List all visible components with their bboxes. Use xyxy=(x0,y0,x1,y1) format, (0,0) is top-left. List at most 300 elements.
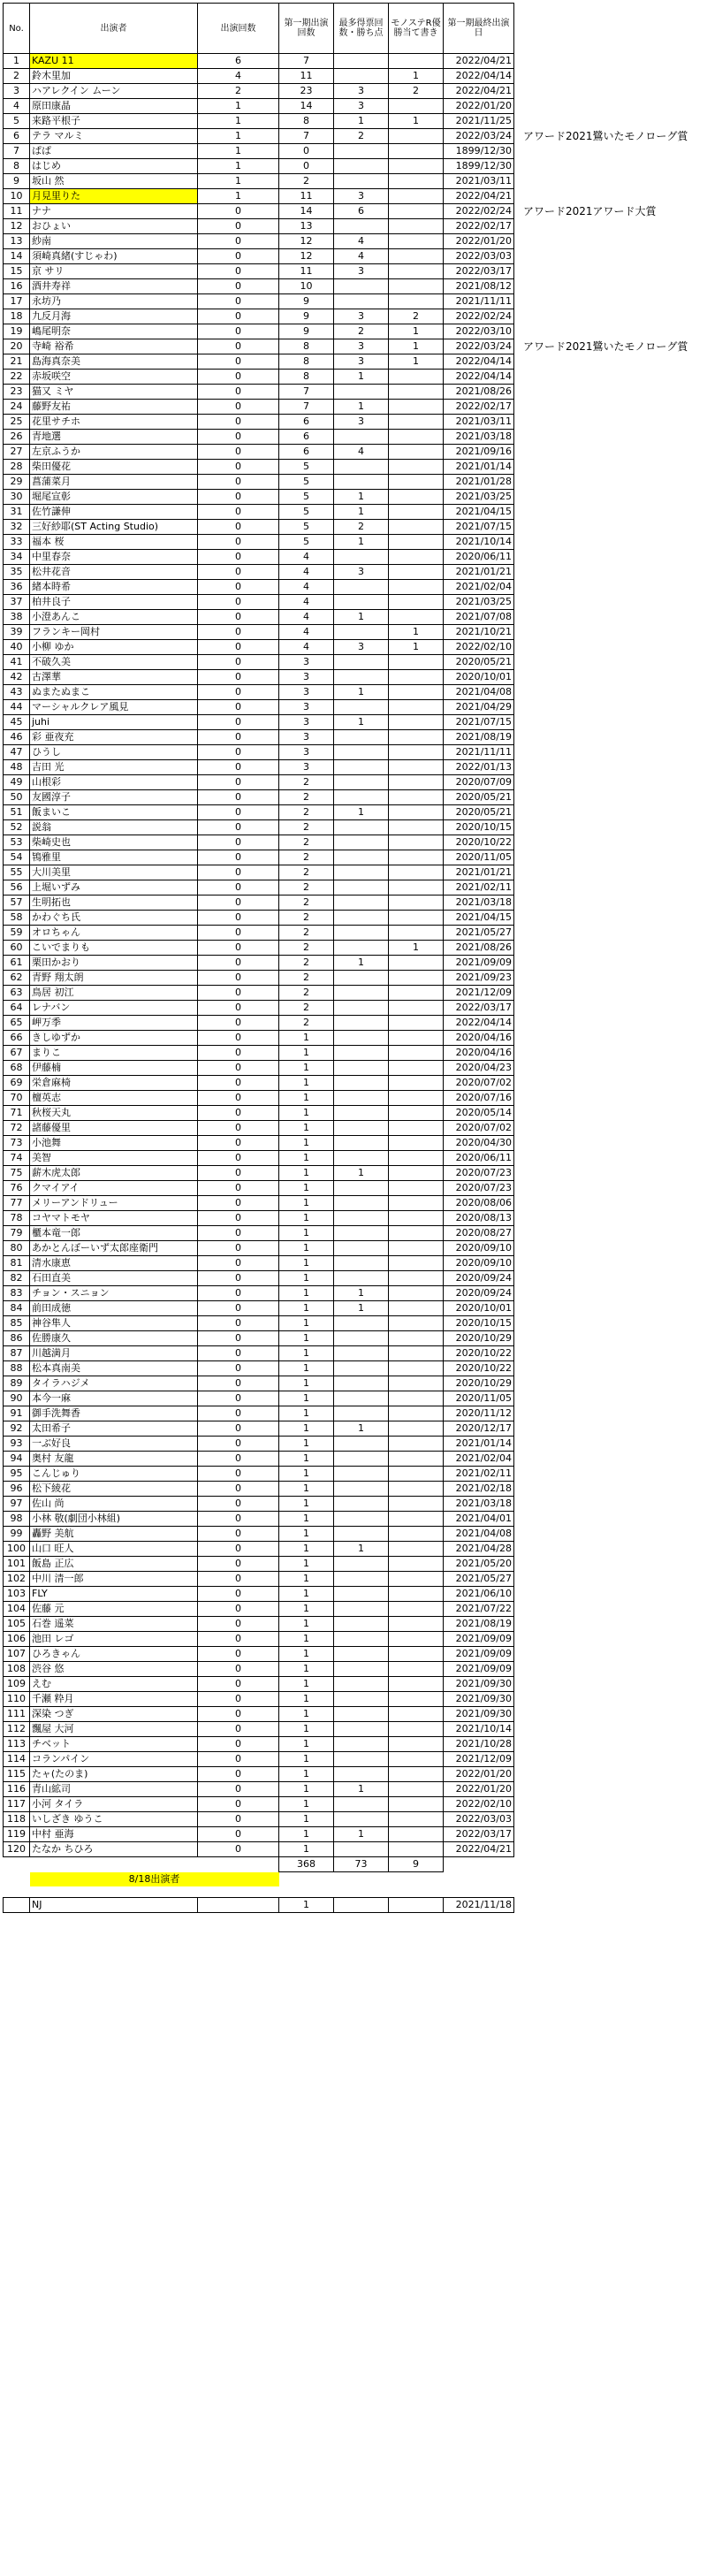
cell-wins: 4 xyxy=(334,249,389,264)
table-row xyxy=(4,309,514,324)
cell-no: 33 xyxy=(4,535,30,550)
cell-wins xyxy=(334,1602,389,1617)
cell-count: 0 xyxy=(198,1722,279,1737)
cell-count: 0 xyxy=(198,926,279,941)
cell-first-count: 7 xyxy=(279,400,334,415)
cell-first-count: 7 xyxy=(279,129,334,144)
cell-no: 30 xyxy=(4,490,30,505)
cell-count: 0 xyxy=(198,1016,279,1031)
cell-count: 0 xyxy=(198,219,279,234)
cell-wins xyxy=(334,1076,389,1091)
cell-no: 19 xyxy=(4,324,30,339)
cell-mons xyxy=(389,971,444,986)
cell-mons xyxy=(389,850,444,865)
cell-no: 100 xyxy=(4,1542,30,1557)
table-row xyxy=(4,1271,514,1286)
cell-no: 71 xyxy=(4,1106,30,1121)
cell-name: 神谷隼人 xyxy=(30,1316,198,1331)
cell-first-count: 1 xyxy=(279,1557,334,1572)
cell-wins xyxy=(334,1527,389,1542)
cell-last-date: 2021/10/21 xyxy=(444,625,514,640)
cell-mons xyxy=(389,790,444,805)
cell-count: 0 xyxy=(198,520,279,535)
cell-last-date: 2021/01/28 xyxy=(444,475,514,490)
cell-last-date: 2020/06/11 xyxy=(444,1151,514,1166)
cell-no: 97 xyxy=(4,1497,30,1512)
table-row xyxy=(4,1136,514,1151)
table-row xyxy=(4,1497,514,1512)
cell-no: 95 xyxy=(4,1467,30,1482)
cell-count: 0 xyxy=(198,1572,279,1587)
cell-first-count: 1 xyxy=(279,1151,334,1166)
cell-mons xyxy=(389,1406,444,1421)
cell-mons xyxy=(389,99,444,114)
cell-first-count: 1 xyxy=(279,1286,334,1301)
cell-mons xyxy=(389,1692,444,1707)
cell-wins xyxy=(334,1346,389,1361)
cell-name: 飯島 正広 xyxy=(30,1557,198,1572)
cell-count: 0 xyxy=(198,445,279,460)
cell-count: 0 xyxy=(198,354,279,370)
cell-name: 前田成徳 xyxy=(30,1301,198,1316)
cell-no: 80 xyxy=(4,1241,30,1256)
cell-wins: 1 xyxy=(334,505,389,520)
cell-first-count: 1 xyxy=(279,1527,334,1542)
cell-first-count: 1 xyxy=(279,1331,334,1346)
cell-wins xyxy=(334,1557,389,1572)
cell-no: 53 xyxy=(4,835,30,850)
cell-count: 0 xyxy=(198,1677,279,1692)
cell-last-date: 2020/11/05 xyxy=(444,1391,514,1406)
cell-count: 0 xyxy=(198,1827,279,1842)
table-row xyxy=(4,430,514,445)
cell-wins xyxy=(334,595,389,610)
cell-first-count: 5 xyxy=(279,520,334,535)
cell-last-date: 2022/01/13 xyxy=(444,760,514,775)
cell-no: 102 xyxy=(4,1572,30,1587)
cell-first-count: 1 xyxy=(279,1842,334,1857)
cell-count: 0 xyxy=(198,370,279,385)
cell-name: 吉田 光 xyxy=(30,760,198,775)
cell-last-date: 2021/07/22 xyxy=(444,1602,514,1617)
cell-first-count: 2 xyxy=(279,956,334,971)
cell-last-date: 2020/10/01 xyxy=(444,670,514,685)
cell-name: 永坊乃 xyxy=(30,294,198,309)
cell-mons xyxy=(389,715,444,730)
cell-no: 50 xyxy=(4,790,30,805)
cell-count: 0 xyxy=(198,309,279,324)
cell-mons xyxy=(389,1707,444,1722)
cell-wins xyxy=(334,1241,389,1256)
cell-wins xyxy=(334,745,389,760)
cell-no: 37 xyxy=(4,595,30,610)
cell-no: 25 xyxy=(4,415,30,430)
cell-wins xyxy=(334,580,389,595)
cell-name: 池田 レゴ xyxy=(30,1632,198,1647)
cell-last-date: 2021/04/01 xyxy=(444,1512,514,1527)
cell-last-date: 2022/02/24 xyxy=(444,309,514,324)
cell-name: 花里サチホ xyxy=(30,415,198,430)
cell-last-date: 2021/01/21 xyxy=(444,565,514,580)
table-row xyxy=(4,1782,514,1797)
cell-count: 0 xyxy=(198,1602,279,1617)
cell-count: 0 xyxy=(198,1406,279,1421)
cell-last-date: 2021/07/08 xyxy=(444,610,514,625)
cell-last-date: 2021/08/26 xyxy=(444,941,514,956)
cell-no: 110 xyxy=(4,1692,30,1707)
cell-no: 70 xyxy=(4,1091,30,1106)
cell-wins xyxy=(334,941,389,956)
cell-last-date: 2020/09/24 xyxy=(444,1271,514,1286)
cell-first-count: 1 xyxy=(279,1316,334,1331)
cell-no: 41 xyxy=(4,655,30,670)
cell-count: 2 xyxy=(198,84,279,99)
cell-wins xyxy=(334,896,389,911)
cell-no: 91 xyxy=(4,1406,30,1421)
cell-last-date: 2020/07/02 xyxy=(444,1121,514,1136)
cell-last-date: 2022/03/24 xyxy=(444,129,514,144)
cell-name: こいでまりも xyxy=(30,941,198,956)
cell-wins xyxy=(334,1467,389,1482)
cell-last-date: 2022/03/17 xyxy=(444,264,514,279)
cell-wins: 2 xyxy=(334,324,389,339)
cell-last-date: 2021/08/19 xyxy=(444,1617,514,1632)
cell-mons xyxy=(389,490,444,505)
cell-name: 九反月海 xyxy=(30,309,198,324)
table-row xyxy=(4,820,514,835)
cell-first-count: 3 xyxy=(279,670,334,685)
cell-name: 石田直美 xyxy=(30,1271,198,1286)
cell-first-count: 3 xyxy=(279,730,334,745)
cell-first-count: 1 xyxy=(279,1467,334,1482)
cell-mons xyxy=(389,700,444,715)
cell-name: 来路平根子 xyxy=(30,114,198,129)
table-row xyxy=(4,144,514,159)
cell-first-count: 1 xyxy=(279,1812,334,1827)
table-row xyxy=(4,1301,514,1316)
extra-first-count: 1 xyxy=(279,1898,334,1913)
cell-mons xyxy=(389,1812,444,1827)
award-note: アワード2021アワード大賞 xyxy=(523,205,657,217)
cell-first-count: 4 xyxy=(279,580,334,595)
cell-count: 0 xyxy=(198,1151,279,1166)
cell-name: KAZU 11 xyxy=(30,54,198,69)
cell-first-count: 1 xyxy=(279,1632,334,1647)
cell-wins xyxy=(334,971,389,986)
cell-last-date: 2022/03/17 xyxy=(444,1001,514,1016)
cell-name: まりこ xyxy=(30,1046,198,1061)
cell-no: 90 xyxy=(4,1391,30,1406)
cell-no: 103 xyxy=(4,1587,30,1602)
cell-first-count: 1 xyxy=(279,1662,334,1677)
cell-last-date: 2020/07/02 xyxy=(444,1076,514,1091)
cell-first-count: 13 xyxy=(279,219,334,234)
cell-count: 0 xyxy=(198,1707,279,1722)
cell-last-date: 2021/04/15 xyxy=(444,911,514,926)
cell-wins xyxy=(334,775,389,790)
cell-name: 佐藤 元 xyxy=(30,1602,198,1617)
cell-count: 0 xyxy=(198,700,279,715)
cell-last-date: 2021/11/25 xyxy=(444,114,514,129)
totals-blank xyxy=(198,1857,279,1872)
cell-wins: 1 xyxy=(334,610,389,625)
cell-wins xyxy=(334,730,389,745)
cell-mons xyxy=(389,655,444,670)
table-row xyxy=(4,896,514,911)
cell-first-count: 11 xyxy=(279,189,334,204)
cell-no: 105 xyxy=(4,1617,30,1632)
cell-name: 鳥居 初江 xyxy=(30,986,198,1001)
cell-first-count: 2 xyxy=(279,865,334,880)
cell-no: 82 xyxy=(4,1271,30,1286)
table-row xyxy=(4,565,514,580)
cell-last-date: 1899/12/30 xyxy=(444,159,514,174)
cell-count: 0 xyxy=(198,625,279,640)
cell-count: 0 xyxy=(198,1812,279,1827)
cell-mons xyxy=(389,475,444,490)
cell-mons xyxy=(389,1061,444,1076)
table-row xyxy=(4,760,514,775)
cell-count: 0 xyxy=(198,971,279,986)
cell-wins xyxy=(334,174,389,189)
cell-count: 0 xyxy=(198,1166,279,1181)
cell-mons xyxy=(389,896,444,911)
cell-name: きしゆずか xyxy=(30,1031,198,1046)
cell-count: 0 xyxy=(198,1301,279,1316)
cell-no: 101 xyxy=(4,1557,30,1572)
cell-name: こんじゅり xyxy=(30,1467,198,1482)
header-wins: 最多得票回数・勝ち点 xyxy=(334,4,389,54)
table-row xyxy=(4,1707,514,1722)
cell-name: 大川美里 xyxy=(30,865,198,880)
cell-name: えむ xyxy=(30,1677,198,1692)
cell-name: 松下綾花 xyxy=(30,1482,198,1497)
cell-last-date: 2020/05/14 xyxy=(444,1106,514,1121)
total-first-count: 368 xyxy=(279,1857,334,1872)
cell-first-count: 2 xyxy=(279,896,334,911)
cell-count: 0 xyxy=(198,294,279,309)
cell-count: 0 xyxy=(198,1346,279,1361)
cell-last-date: 2020/04/23 xyxy=(444,1061,514,1076)
cell-first-count: 11 xyxy=(279,69,334,84)
cell-name: 小林 敬(劇団小林組) xyxy=(30,1512,198,1527)
section-label: 8/18出演者 xyxy=(30,1872,279,1887)
cell-name: ひうし xyxy=(30,745,198,760)
cell-mons xyxy=(389,1256,444,1271)
cell-wins: 3 xyxy=(334,565,389,580)
cell-mons: 2 xyxy=(389,84,444,99)
cell-count: 1 xyxy=(198,99,279,114)
cell-count: 0 xyxy=(198,1647,279,1662)
cell-name: マーシャルクレア風見 xyxy=(30,700,198,715)
spacer xyxy=(4,1886,514,1898)
cell-count: 0 xyxy=(198,1001,279,1016)
cell-last-date: 2020/10/29 xyxy=(444,1376,514,1391)
cell-no: 62 xyxy=(4,971,30,986)
cell-last-date: 2022/02/17 xyxy=(444,219,514,234)
cell-wins: 1 xyxy=(334,1286,389,1301)
cell-no: 46 xyxy=(4,730,30,745)
cell-first-count: 10 xyxy=(279,279,334,294)
cell-mons xyxy=(389,670,444,685)
cell-last-date: 2020/10/29 xyxy=(444,1331,514,1346)
cell-first-count: 12 xyxy=(279,249,334,264)
cell-count: 0 xyxy=(198,640,279,655)
cell-no: 76 xyxy=(4,1181,30,1196)
cell-first-count: 0 xyxy=(279,159,334,174)
cell-name: 本今一麻 xyxy=(30,1391,198,1406)
cell-count: 0 xyxy=(198,1737,279,1752)
cell-no: 23 xyxy=(4,385,30,400)
cell-no: 8 xyxy=(4,159,30,174)
cell-wins xyxy=(334,1316,389,1331)
table-row xyxy=(4,1482,514,1497)
cell-wins xyxy=(334,460,389,475)
cell-mons xyxy=(389,820,444,835)
cell-count: 0 xyxy=(198,1121,279,1136)
table-row xyxy=(4,685,514,700)
cell-name: 太田希子 xyxy=(30,1421,198,1437)
cell-first-count: 1 xyxy=(279,1512,334,1527)
cell-count: 0 xyxy=(198,264,279,279)
cell-last-date: 2022/03/24 xyxy=(444,339,514,354)
cell-name: 嶋尾明奈 xyxy=(30,324,198,339)
cell-no: 52 xyxy=(4,820,30,835)
cell-no: 31 xyxy=(4,505,30,520)
table-row xyxy=(4,339,514,354)
cell-count: 0 xyxy=(198,1376,279,1391)
cell-first-count: 7 xyxy=(279,54,334,69)
cell-count: 0 xyxy=(198,430,279,445)
cell-wins: 1 xyxy=(334,805,389,820)
cell-mons: 1 xyxy=(389,625,444,640)
table-row xyxy=(4,1046,514,1061)
cell-last-date: 2022/04/21 xyxy=(444,84,514,99)
table-row xyxy=(4,1452,514,1467)
cell-wins xyxy=(334,1647,389,1662)
cell-mons xyxy=(389,1647,444,1662)
cell-first-count: 5 xyxy=(279,490,334,505)
table-row xyxy=(4,1421,514,1437)
cell-wins: 1 xyxy=(334,1301,389,1316)
cell-no: 87 xyxy=(4,1346,30,1361)
cell-count: 6 xyxy=(198,54,279,69)
cell-name: ぬまたぬまこ xyxy=(30,685,198,700)
cell-mons xyxy=(389,1271,444,1286)
header-no: No. xyxy=(4,4,30,54)
cell-count: 0 xyxy=(198,535,279,550)
cell-last-date: 2020/10/01 xyxy=(444,1301,514,1316)
table-row xyxy=(4,520,514,535)
cell-name: 柴田優花 xyxy=(30,460,198,475)
cell-last-date: 2020/10/15 xyxy=(444,820,514,835)
cell-first-count: 3 xyxy=(279,760,334,775)
cell-name: 京 サリ xyxy=(30,264,198,279)
cell-first-count: 8 xyxy=(279,339,334,354)
cell-name: 青山絋司 xyxy=(30,1782,198,1797)
cell-first-count: 2 xyxy=(279,790,334,805)
cell-last-date: 2022/02/10 xyxy=(444,1797,514,1812)
cell-no: 69 xyxy=(4,1076,30,1091)
cell-count: 1 xyxy=(198,189,279,204)
table-row xyxy=(4,1842,514,1857)
cell-name: オロちゃん xyxy=(30,926,198,941)
cell-last-date: 2021/09/30 xyxy=(444,1692,514,1707)
cell-wins xyxy=(334,1617,389,1632)
cell-first-count: 2 xyxy=(279,986,334,1001)
cell-last-date: 2021/04/28 xyxy=(444,1542,514,1557)
cell-last-date: 2020/12/17 xyxy=(444,1421,514,1437)
cell-mons: 1 xyxy=(389,114,444,129)
cell-mons xyxy=(389,1587,444,1602)
header-mons: モノステR優勝当て書き xyxy=(389,4,444,54)
cell-last-date: 1899/12/30 xyxy=(444,144,514,159)
cell-first-count: 1 xyxy=(279,1827,334,1842)
cell-wins: 2 xyxy=(334,520,389,535)
cell-mons xyxy=(389,144,444,159)
cell-count: 0 xyxy=(198,835,279,850)
cell-mons xyxy=(389,1752,444,1767)
cell-last-date: 2021/05/27 xyxy=(444,926,514,941)
cell-name: 渋谷 悠 xyxy=(30,1662,198,1677)
cell-no: 44 xyxy=(4,700,30,715)
cell-count: 0 xyxy=(198,790,279,805)
cell-no: 5 xyxy=(4,114,30,129)
cell-mons xyxy=(389,1001,444,1016)
cell-count: 0 xyxy=(198,1587,279,1602)
cell-first-count: 6 xyxy=(279,445,334,460)
cell-name: いしざき ゆうこ xyxy=(30,1812,198,1827)
cell-wins xyxy=(334,1692,389,1707)
cell-last-date: 2021/10/14 xyxy=(444,1722,514,1737)
cell-name: 櫃本竜一郎 xyxy=(30,1226,198,1241)
cell-wins xyxy=(334,1452,389,1467)
cell-name: 寺崎 裕希 xyxy=(30,339,198,354)
cell-count: 0 xyxy=(198,279,279,294)
cell-mons xyxy=(389,1391,444,1406)
cell-name: 生明拓也 xyxy=(30,896,198,911)
cell-no: 85 xyxy=(4,1316,30,1331)
cell-first-count: 4 xyxy=(279,610,334,625)
cell-first-count: 1 xyxy=(279,1361,334,1376)
cell-wins xyxy=(334,1812,389,1827)
cell-wins xyxy=(334,1016,389,1031)
cell-no: 40 xyxy=(4,640,30,655)
cell-last-date: 2020/11/12 xyxy=(444,1406,514,1421)
table-row xyxy=(4,640,514,655)
cell-first-count: 1 xyxy=(279,1587,334,1602)
cell-name: FLY xyxy=(30,1587,198,1602)
cell-wins xyxy=(334,144,389,159)
cell-no: 64 xyxy=(4,1001,30,1016)
cell-first-count: 1 xyxy=(279,1031,334,1046)
cell-count: 0 xyxy=(198,820,279,835)
cell-name: はじめ xyxy=(30,159,198,174)
table-row xyxy=(4,1211,514,1226)
cell-wins: 3 xyxy=(334,339,389,354)
cell-mons xyxy=(389,1482,444,1497)
cell-no: 108 xyxy=(4,1662,30,1677)
cell-wins: 1 xyxy=(334,114,389,129)
cell-last-date: 2021/04/29 xyxy=(444,700,514,715)
table-row xyxy=(4,1091,514,1106)
cell-wins xyxy=(334,1677,389,1692)
table-row xyxy=(4,1226,514,1241)
cell-count: 0 xyxy=(198,1031,279,1046)
cell-count: 0 xyxy=(198,896,279,911)
cell-name: 古澤華 xyxy=(30,670,198,685)
cell-name: 中村 亜海 xyxy=(30,1827,198,1842)
